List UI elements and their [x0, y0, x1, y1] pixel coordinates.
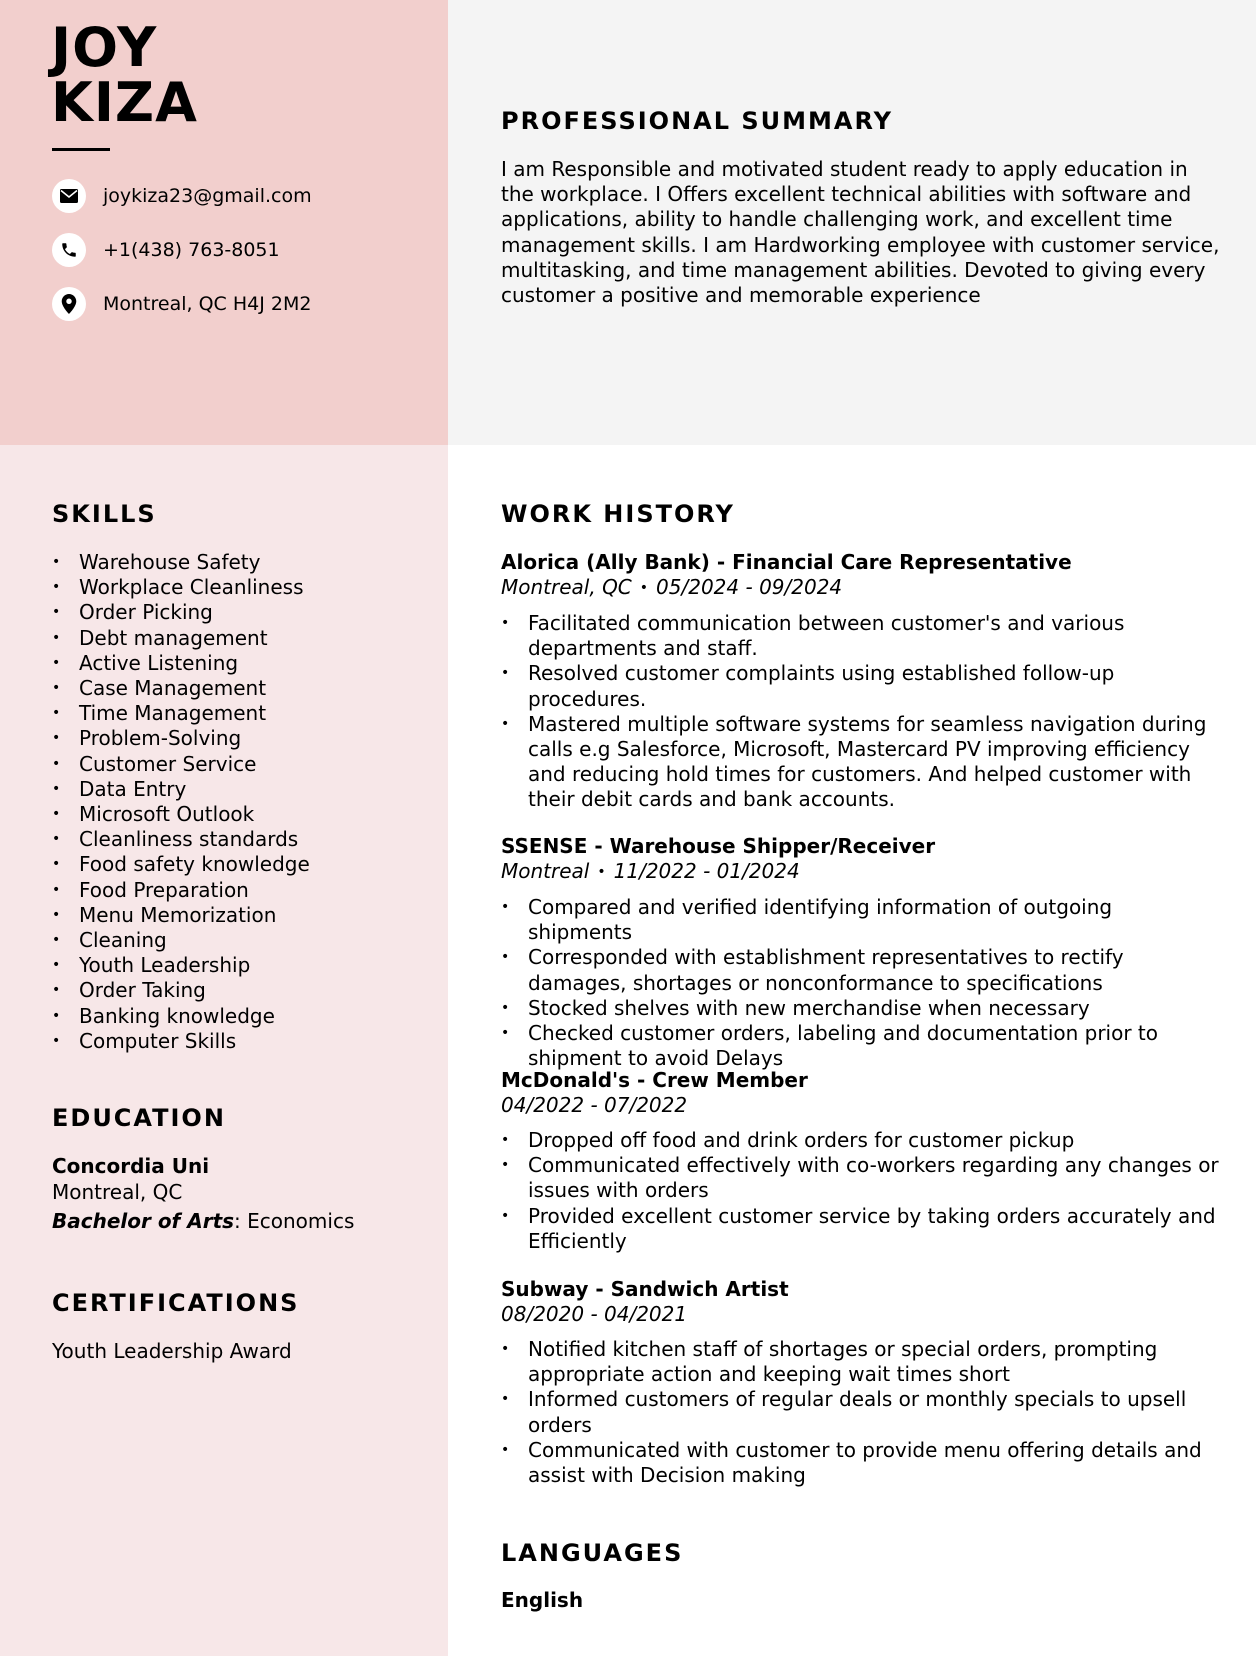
email-text: joykiza23@gmail.com — [103, 185, 312, 207]
candidate-name — [51, 16, 198, 134]
location-pin-icon — [52, 287, 86, 321]
job-bullet: • Communicated effectively with co-workers regarding any changes or issues with orders — [501, 1153, 1221, 1203]
skill-item: • Data Entry — [52, 777, 310, 802]
job-bullet: • Facilitated communication between customer's and various departments and staff. — [501, 611, 1221, 661]
languages-heading: LANGUAGES — [501, 1539, 684, 1567]
contact-email — [52, 179, 312, 213]
job-meta — [501, 575, 1221, 601]
skill-item: • Food safety knowledge — [52, 852, 310, 877]
job-bullets — [501, 1337, 1221, 1488]
first-name: JOY — [51, 16, 158, 79]
job-bullet: • Stocked shelves with new merchandise when necessary — [501, 996, 1221, 1021]
job-bullets — [501, 895, 1221, 1071]
skill-item: • Case Management — [52, 676, 310, 701]
certification-item: Youth Leadership Award — [52, 1339, 292, 1363]
job-bullet: • Provided excellent customer service by taking orders accurately and Efficiently — [501, 1204, 1221, 1254]
job-bullet: • Notified kitchen staff of shortages or special orders, prompting appropriate action and keeping wait times short — [501, 1337, 1221, 1387]
job-entry — [501, 1277, 1221, 1488]
job-dates: 11/2022 - 01/2024 — [613, 859, 800, 883]
job-bullet: • Compared and verified identifying information of outgoing shipments — [501, 895, 1221, 945]
job-bullet: • Corresponded with establishment representatives to rectify damages, shortages or nonconformance to specifications — [501, 945, 1221, 995]
job-entry — [501, 1068, 1221, 1254]
work-history-heading: WORK HISTORY — [501, 500, 735, 528]
job-bullet: • Communicated with customer to provide menu offering details and assist with Decision making — [501, 1438, 1221, 1488]
job-location: Montreal — [501, 859, 590, 883]
degree-field: : Economics — [234, 1209, 355, 1233]
job-bullet: • Dropped off food and drink orders for customer pickup — [501, 1128, 1221, 1153]
job-dates: 05/2024 - 09/2024 — [656, 575, 843, 599]
skill-item: • Microsoft Outlook — [52, 802, 310, 827]
summary-heading: PROFESSIONAL SUMMARY — [501, 107, 894, 135]
separator-dot: • — [597, 864, 606, 880]
school-location: Montreal, QC — [52, 1179, 183, 1204]
job-title: McDonald's - Crew Member — [501, 1068, 808, 1092]
job-bullets — [501, 611, 1221, 813]
job-title: SSENSE - Warehouse Shipper/Receiver — [501, 834, 936, 858]
job-location: Montreal, QC — [501, 575, 632, 599]
skill-item: • Time Management — [52, 701, 310, 726]
location-text: Montreal, QC H4J 2M2 — [103, 293, 312, 315]
job-bullet: • Resolved customer complaints using established follow-up procedures. — [501, 661, 1221, 711]
education-heading: EDUCATION — [52, 1104, 226, 1132]
job-meta — [501, 859, 1221, 885]
skill-item: • Menu Memorization — [52, 903, 310, 928]
degree-line — [52, 1209, 354, 1235]
contact-phone — [52, 233, 280, 267]
skill-item: • Order Taking — [52, 978, 310, 1003]
skill-item: • Food Preparation — [52, 878, 310, 903]
skill-item: • Customer Service — [52, 752, 310, 777]
job-entry — [501, 550, 1221, 813]
phone-text: +1(438) 763-8051 — [103, 239, 280, 261]
certifications-heading: CERTIFICATIONS — [52, 1289, 300, 1317]
skill-item: • Problem-Solving — [52, 726, 310, 751]
envelope-icon — [52, 179, 86, 213]
job-bullet: • Checked customer orders, labeling and documentation prior to shipment to avoid Delays — [501, 1021, 1221, 1071]
skill-item: • Active Listening — [52, 651, 310, 676]
skills-list — [52, 550, 310, 1054]
job-dates: 08/2020 - 04/2021 — [501, 1302, 688, 1326]
job-dates: 04/2022 - 07/2022 — [501, 1093, 688, 1117]
job-bullets — [501, 1128, 1221, 1254]
skill-item: • Youth Leadership — [52, 953, 310, 978]
phone-icon — [52, 233, 86, 267]
skill-item: • Workplace Cleanliness — [52, 575, 310, 600]
education-entry — [52, 1154, 354, 1235]
school-name: Concordia Uni — [52, 1154, 210, 1178]
skill-item: • Warehouse Safety — [52, 550, 310, 575]
skill-item: • Cleaning — [52, 928, 310, 953]
job-entry — [501, 834, 1221, 1071]
skill-item: • Debt management — [52, 626, 310, 651]
job-title: Subway - Sandwich Artist — [501, 1277, 789, 1301]
separator-dot: • — [639, 580, 649, 596]
contact-location — [52, 287, 311, 321]
language-item: English — [501, 1588, 584, 1612]
job-bullet: • Mastered multiple software systems for seamless navigation during calls e.g Salesforce, Microsoft, Mastercard PV improving efficiency and reducing hold times for customers. And helped customer with their debit cards and bank accounts. — [501, 712, 1221, 813]
skill-item: • Computer Skills — [52, 1029, 310, 1054]
last-name: KIZA — [51, 71, 198, 134]
skills-heading: SKILLS — [52, 500, 157, 528]
job-title: Alorica (Ally Bank) - Financial Care Representative — [501, 550, 1072, 574]
skill-item: • Banking knowledge — [52, 1004, 310, 1029]
degree-name: Bachelor of Arts — [52, 1209, 235, 1233]
name-divider — [52, 148, 110, 151]
summary-text: I am Responsible and motivated student ready to apply education in the workplace. I Offers excellent technical abilities with software and applications, ability to handle challenging work, and excellent time management skills. I am Hardworking employee with customer service, multitasking, and time management abilities. Devoted to giving every customer a positive and memorable experience — [501, 157, 1220, 308]
skill-item: • Order Picking — [52, 600, 310, 625]
job-bullet: • Informed customers of regular deals or monthly specials to upsell orders — [501, 1387, 1221, 1437]
skill-item: • Cleanliness standards — [52, 827, 310, 852]
